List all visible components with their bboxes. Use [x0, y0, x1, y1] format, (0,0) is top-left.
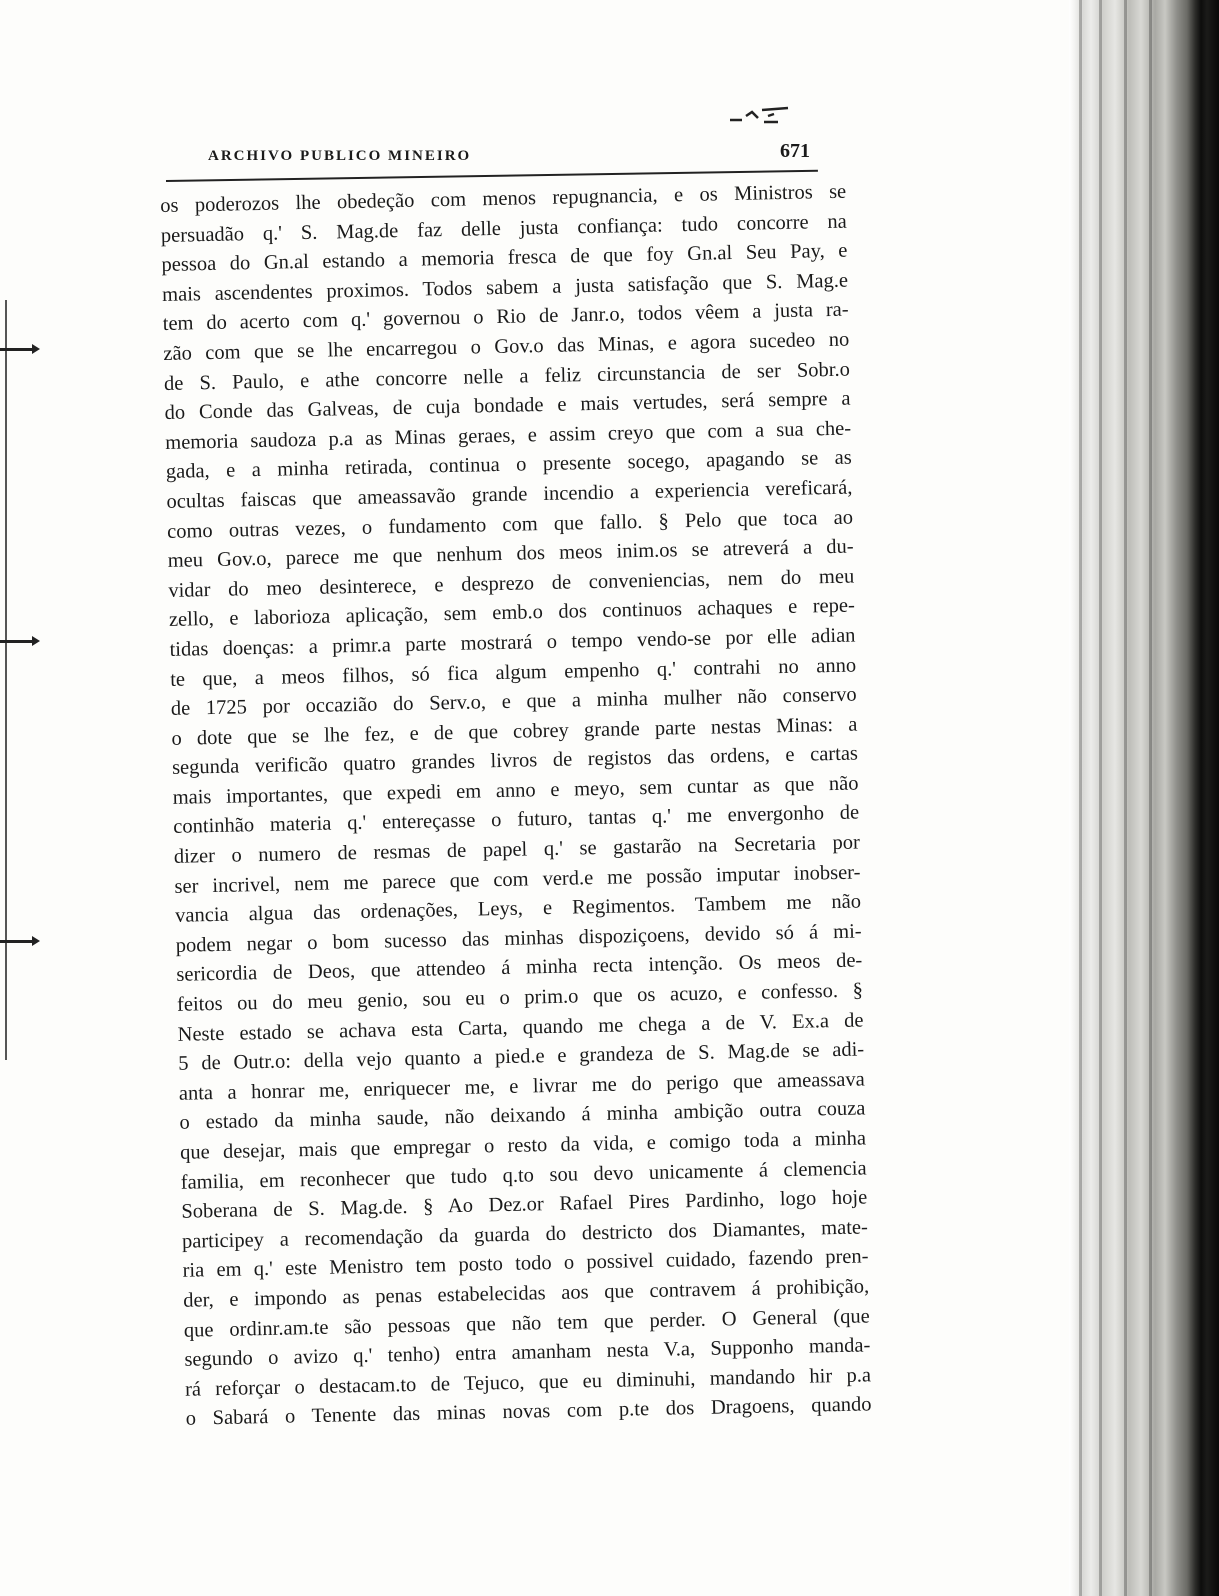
text-line: memoria saudoza p.a as Minas geraes, e assim creyo que com a sua che- [165, 417, 852, 454]
text-line: te que, a meos filhos, só fica algum empenho q.' contrahi no anno [169, 654, 857, 691]
text-line: sericordia de Deos, que attendeo á minha recta intenção. Os meos de- [176, 949, 863, 987]
text-line: o dote que se lhe fez, e de que cobrey grande parte nestas Minas: a [171, 713, 858, 750]
text-line: como outras vezes, o fundamento com que fallo. § Pelo que toca ao [166, 506, 854, 543]
text-line: segunda verificão quatro grandes livros de registos das ordens, e cartas [171, 742, 859, 780]
text-line: pessoa do Gn.al estando a memoria fresca de que foy Gn.al Seu Pay, e [161, 239, 848, 277]
text-line: que desejar, mais que empregar o resto da vida, e comigo toda a minha [179, 1127, 867, 1164]
margin-line [5, 300, 7, 1060]
body-text [160, 177, 886, 1434]
text-line: vancia algua das ordenações, Leys, e Regimentos. Tambem me não [174, 890, 862, 928]
text-line: rá reforçar o destacam.to de Tejuco, que eu diminuhi, mandando hir p.a [184, 1364, 872, 1401]
page-number: 671 [780, 140, 810, 162]
text-line: zão com que se lhe encarregou o Gov.o das Minas, e agora sucedeo no [163, 328, 850, 365]
running-head: ARCHIVO PUBLICO MINEIRO [208, 148, 472, 164]
text-line: os poderozos lhe obedeção com menos repugnancia, e os Ministros se [160, 180, 847, 217]
text-line: dizer o numero de resmas de papel q.' se gastarão na Secretaria por [173, 831, 861, 868]
margin-arrow-icon [0, 640, 34, 643]
text-line: ser incrivel, nem me parece que com verd.e me possão imputar inobser- [174, 861, 861, 898]
text-line: ocultas faiscas que ameassavão grande incendio a experiencia vereficará, [166, 476, 853, 513]
text-line: o estado da minha saude, não deixando á minha ambição outra couza [179, 1097, 866, 1135]
book-binding-edge [1069, 0, 1219, 1596]
text-line: meu Gov.o, parece me que nenhum dos meos inim.os se atreverá a du- [167, 535, 854, 573]
ornament-icon [728, 104, 792, 126]
text-line: zello, e laborioza aplicação, sem emb.o dos continuos achaques e repe- [168, 594, 856, 632]
text-line: gada, e a minha retirada, continua o presente socego, apagando se as [165, 446, 852, 484]
text-line: podem negar o bom sucesso das minhas dispoziçoens, devido só á mi- [175, 920, 862, 957]
margin-arrow-icon [0, 940, 34, 943]
text-line: persuadão q.' S. Mag.de faz delle justa confiança: tudo concorre na [160, 210, 847, 247]
text-line: anta a honrar me, enriquecer me, e livrar me do perigo que ameassava [178, 1068, 865, 1105]
text-line: de S. Paulo, e athe concorre nelle a feliz circunstancia de ser Sobr.o [163, 358, 851, 395]
text-line: feitos ou do meu genio, sou eu o prim.o que os acuzo, e confesso. § [176, 979, 864, 1016]
text-line: participey a recomendação da guarda do destricto dos Diamantes, mate- [181, 1216, 869, 1253]
text-line: de 1725 por occazião do Serv.o, e que a minha mulher não conservo [170, 683, 857, 720]
text-line: tidas doenças: a primr.a parte mostrará o tempo vendo-se por elle adian [169, 624, 856, 661]
text-line: continhão materia q.' entereçasse o futuro, tantas q.' me envergonho de [173, 801, 860, 839]
text-line: do Conde das Galveas, de cuja bondade e mais vertudes, será sempre a [164, 387, 851, 425]
text-line: Neste estado se achava esta Carta, quando me chega a de V. Ex.a de [177, 1009, 864, 1046]
text-line: mais ascendentes proximos. Todos sabem a justa satisfação que S. Mag.e [161, 269, 849, 306]
margin-arrow-icon [0, 348, 34, 351]
left-margin-marks [0, 0, 10, 1596]
text-line: ria em q.' este Menistro tem posto todo o possivel cuidado, fazendo pren- [182, 1245, 869, 1283]
text-line: tem do acerto com q.' governou o Rio de Janr.o, todos vêem a justa ra- [162, 298, 849, 336]
text-line: 5 de Outr.o: della vejo quanto a pied.e e grandeza de S. Mag.de se adi- [178, 1038, 865, 1076]
text-line: Soberana de S. Mag.de. § Ao Dez.or Rafael Pires Pardinho, logo hoje [181, 1186, 868, 1223]
text-line: vidar do meo desinterece, e desprezo de conveniencias, nem do meu [168, 565, 855, 602]
text-line: o Sabará o Tenente das minas novas com p.te dos Dragoens, quando [185, 1393, 872, 1431]
text-line: familia, em reconhecer que tudo q.to sou devo unicamente á clemencia [180, 1157, 867, 1194]
text-line: mais importantes, que expedi em anno e meyo, sem cuntar as que não [172, 772, 859, 809]
text-line: segundo o avizo q.' tenho) entra amanham nesta V.a, Supponho manda- [184, 1334, 871, 1371]
text-line: que ordinr.am.te são pessoas que não tem que perder. O General (que [183, 1304, 870, 1342]
text-line: der, e impondo as penas estabelecidas aos que contravem á prohibição, [182, 1275, 870, 1312]
